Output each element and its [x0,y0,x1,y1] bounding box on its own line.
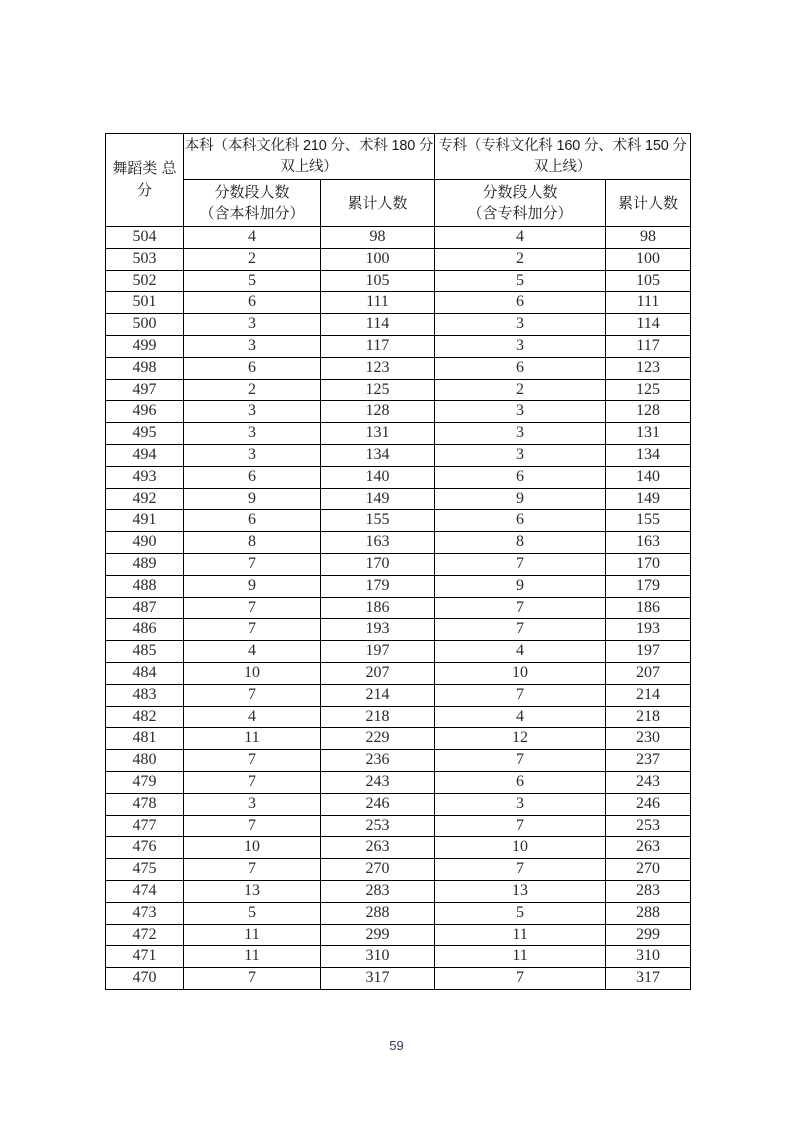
cell-score: 498 [106,357,184,379]
cell-zhuanke-cumulative: 214 [606,684,691,706]
cell-zhuanke-segment-count: 4 [435,227,606,249]
page-number: 59 [389,1038,404,1053]
header-benke-segment-line2: （含本科加分） [199,205,305,222]
header-benke-segment-count [184,180,321,227]
cell-zhuanke-cumulative: 131 [606,423,691,445]
cell-zhuanke-segment-count: 7 [435,619,606,641]
cell-benke-cumulative: 246 [321,793,435,815]
cell-benke-cumulative: 270 [321,859,435,881]
cell-zhuanke-cumulative: 155 [606,510,691,532]
cell-benke-cumulative: 236 [321,750,435,772]
cell-benke-cumulative: 310 [321,946,435,968]
cell-zhuanke-segment-count: 7 [435,968,606,990]
cell-score: 493 [106,466,184,488]
cell-score: 499 [106,335,184,357]
cell-zhuanke-segment-count: 5 [435,902,606,924]
cell-zhuanke-segment-count: 4 [435,641,606,663]
cell-benke-segment-count: 7 [184,597,321,619]
cell-zhuanke-segment-count: 12 [435,728,606,750]
cell-score: 485 [106,641,184,663]
table-row [106,379,691,401]
cell-benke-segment-count: 7 [184,968,321,990]
cell-zhuanke-cumulative: 128 [606,401,691,423]
cell-zhuanke-segment-count: 7 [435,859,606,881]
cell-benke-segment-count: 3 [184,793,321,815]
cell-zhuanke-cumulative: 230 [606,728,691,750]
cell-score: 501 [106,292,184,314]
cell-zhuanke-segment-count: 8 [435,532,606,554]
cell-score: 487 [106,597,184,619]
cell-zhuanke-segment-count: 3 [435,401,606,423]
cell-benke-segment-count: 4 [184,706,321,728]
cell-benke-cumulative: 128 [321,401,435,423]
table-row [106,575,691,597]
cell-score: 495 [106,423,184,445]
cell-zhuanke-segment-count: 3 [435,793,606,815]
cell-benke-cumulative: 179 [321,575,435,597]
cell-benke-cumulative: 253 [321,815,435,837]
cell-zhuanke-cumulative: 317 [606,968,691,990]
cell-zhuanke-segment-count: 2 [435,248,606,270]
cell-zhuanke-cumulative: 263 [606,837,691,859]
table-row [106,662,691,684]
cell-score: 470 [106,968,184,990]
cell-zhuanke-segment-count: 6 [435,771,606,793]
cell-zhuanke-segment-count: 3 [435,335,606,357]
cell-zhuanke-cumulative: 253 [606,815,691,837]
cell-benke-segment-count: 7 [184,859,321,881]
table-body [106,227,691,990]
cell-benke-cumulative: 263 [321,837,435,859]
table-row [106,968,691,990]
table-row [106,946,691,968]
cell-benke-segment-count: 5 [184,270,321,292]
cell-zhuanke-segment-count: 3 [435,314,606,336]
table-row [106,902,691,924]
cell-zhuanke-cumulative: 207 [606,662,691,684]
cell-zhuanke-segment-count: 9 [435,488,606,510]
cell-zhuanke-cumulative: 243 [606,771,691,793]
cell-zhuanke-cumulative: 246 [606,793,691,815]
cell-benke-cumulative: 134 [321,444,435,466]
cell-score: 479 [106,771,184,793]
cell-zhuanke-segment-count: 7 [435,684,606,706]
cell-benke-cumulative: 155 [321,510,435,532]
cell-benke-cumulative: 193 [321,619,435,641]
table-row [106,553,691,575]
cell-score: 500 [106,314,184,336]
cell-zhuanke-segment-count: 10 [435,837,606,859]
cell-score: 497 [106,379,184,401]
table-row [106,488,691,510]
cell-score: 488 [106,575,184,597]
table-row [106,815,691,837]
cell-benke-cumulative: 100 [321,248,435,270]
table-row [106,684,691,706]
cell-benke-cumulative: 229 [321,728,435,750]
cell-zhuanke-segment-count: 9 [435,575,606,597]
cell-benke-cumulative: 131 [321,423,435,445]
cell-score: 490 [106,532,184,554]
cell-benke-segment-count: 4 [184,641,321,663]
cell-benke-cumulative: 197 [321,641,435,663]
table-row [106,510,691,532]
cell-score: 483 [106,684,184,706]
cell-score: 476 [106,837,184,859]
cell-zhuanke-cumulative: 100 [606,248,691,270]
table-row [106,423,691,445]
header-group-zhuanke: 专科（专科文化科 160 分、术科 150 分双上线） [435,134,691,180]
cell-zhuanke-cumulative: 186 [606,597,691,619]
table-row [106,248,691,270]
header-benke-cumulative [321,180,435,227]
cell-score: 494 [106,444,184,466]
cell-score: 474 [106,880,184,902]
cell-benke-cumulative: 114 [321,314,435,336]
cell-zhuanke-segment-count: 3 [435,444,606,466]
cell-score: 496 [106,401,184,423]
cell-score: 491 [106,510,184,532]
cell-benke-segment-count: 6 [184,292,321,314]
cell-score: 486 [106,619,184,641]
cell-score: 480 [106,750,184,772]
cell-benke-segment-count: 3 [184,314,321,336]
cell-score: 471 [106,946,184,968]
cell-score: 489 [106,553,184,575]
cell-benke-segment-count: 10 [184,662,321,684]
table-row [106,880,691,902]
cell-benke-segment-count: 10 [184,837,321,859]
table-row [106,837,691,859]
cell-benke-cumulative: 214 [321,684,435,706]
cell-zhuanke-cumulative: 270 [606,859,691,881]
cell-benke-segment-count: 11 [184,924,321,946]
cell-score: 477 [106,815,184,837]
header-score-column [106,134,184,227]
cell-zhuanke-segment-count: 11 [435,946,606,968]
cell-benke-segment-count: 9 [184,575,321,597]
cell-benke-segment-count: 8 [184,532,321,554]
cell-score: 481 [106,728,184,750]
cell-benke-cumulative: 140 [321,466,435,488]
cell-benke-cumulative: 98 [321,227,435,249]
table-row [106,641,691,663]
cell-zhuanke-cumulative: 218 [606,706,691,728]
table-header-row-sub [106,180,691,227]
table-row [106,335,691,357]
cell-zhuanke-cumulative: 310 [606,946,691,968]
cell-zhuanke-segment-count: 5 [435,270,606,292]
header-zhuanke-cumulative [606,180,691,227]
cell-benke-segment-count: 4 [184,227,321,249]
cell-benke-cumulative: 207 [321,662,435,684]
cell-zhuanke-segment-count: 6 [435,510,606,532]
cell-zhuanke-cumulative: 105 [606,270,691,292]
cell-zhuanke-segment-count: 7 [435,597,606,619]
cell-benke-segment-count: 7 [184,553,321,575]
cell-score: 478 [106,793,184,815]
cell-score: 504 [106,227,184,249]
cell-score: 492 [106,488,184,510]
header-score-line2: 总分 [136,160,177,199]
table-row [106,750,691,772]
table-row [106,270,691,292]
cell-zhuanke-cumulative: 288 [606,902,691,924]
cell-zhuanke-segment-count: 6 [435,466,606,488]
table-row [106,227,691,249]
cell-benke-segment-count: 7 [184,619,321,641]
cell-benke-segment-count: 2 [184,248,321,270]
table-row [106,728,691,750]
cell-zhuanke-cumulative: 170 [606,553,691,575]
table-row [106,619,691,641]
header-zhuanke-segment-line2: （含专科加分） [467,205,573,222]
cell-benke-segment-count: 3 [184,401,321,423]
cell-zhuanke-cumulative: 98 [606,227,691,249]
cell-benke-cumulative: 288 [321,902,435,924]
table-row [106,292,691,314]
cell-zhuanke-cumulative: 193 [606,619,691,641]
cell-benke-segment-count: 13 [184,880,321,902]
cell-zhuanke-cumulative: 117 [606,335,691,357]
cell-zhuanke-segment-count: 7 [435,750,606,772]
cell-zhuanke-segment-count: 6 [435,357,606,379]
table-row [106,706,691,728]
cell-zhuanke-cumulative: 111 [606,292,691,314]
cell-zhuanke-cumulative: 283 [606,880,691,902]
cell-zhuanke-cumulative: 163 [606,532,691,554]
cell-score: 502 [106,270,184,292]
table-row [106,793,691,815]
cell-zhuanke-cumulative: 123 [606,357,691,379]
table-row [106,771,691,793]
cell-score: 484 [106,662,184,684]
header-zhuanke-segment-count [435,180,606,227]
cell-benke-segment-count: 11 [184,946,321,968]
cell-benke-segment-count: 3 [184,444,321,466]
header-benke-segment-line1: 分数段人数 [214,184,290,201]
cell-score: 472 [106,924,184,946]
cell-zhuanke-cumulative: 179 [606,575,691,597]
cell-benke-segment-count: 6 [184,357,321,379]
cell-benke-cumulative: 117 [321,335,435,357]
cell-zhuanke-segment-count: 6 [435,292,606,314]
cell-benke-cumulative: 105 [321,270,435,292]
cell-benke-cumulative: 283 [321,880,435,902]
cell-benke-segment-count: 7 [184,750,321,772]
cell-benke-cumulative: 218 [321,706,435,728]
cell-benke-segment-count: 3 [184,423,321,445]
cell-benke-cumulative: 299 [321,924,435,946]
table-row [106,466,691,488]
cell-score: 482 [106,706,184,728]
cell-zhuanke-cumulative: 140 [606,466,691,488]
cell-benke-segment-count: 7 [184,815,321,837]
table-row [106,924,691,946]
cell-zhuanke-segment-count: 13 [435,880,606,902]
cell-zhuanke-segment-count: 4 [435,706,606,728]
cell-benke-cumulative: 149 [321,488,435,510]
cell-benke-segment-count: 2 [184,379,321,401]
header-group-benke: 本科（本科文化科 210 分、术科 180 分双上线） [184,134,435,180]
cell-zhuanke-cumulative: 125 [606,379,691,401]
header-zhuanke-cumulative-line1: 累计人数 [618,194,679,212]
cell-benke-segment-count: 5 [184,902,321,924]
cell-benke-segment-count: 6 [184,466,321,488]
cell-benke-segment-count: 9 [184,488,321,510]
table-row [106,401,691,423]
cell-zhuanke-cumulative: 114 [606,314,691,336]
cell-benke-cumulative: 125 [321,379,435,401]
cell-score: 473 [106,902,184,924]
table-row [106,597,691,619]
cell-zhuanke-cumulative: 149 [606,488,691,510]
cell-benke-segment-count: 7 [184,771,321,793]
cell-zhuanke-segment-count: 10 [435,662,606,684]
cell-zhuanke-segment-count: 7 [435,815,606,837]
header-zhuanke-segment-line1: 分数段人数 [482,184,558,201]
cell-zhuanke-cumulative: 134 [606,444,691,466]
cell-benke-segment-count: 11 [184,728,321,750]
score-distribution-table [105,133,691,990]
cell-benke-segment-count: 3 [184,335,321,357]
cell-zhuanke-segment-count: 2 [435,379,606,401]
table-row [106,357,691,379]
table-row [106,859,691,881]
cell-benke-cumulative: 317 [321,968,435,990]
cell-zhuanke-cumulative: 237 [606,750,691,772]
cell-benke-segment-count: 6 [184,510,321,532]
cell-zhuanke-cumulative: 299 [606,924,691,946]
cell-benke-cumulative: 163 [321,532,435,554]
header-benke-cumulative-line1: 累计人数 [347,194,408,212]
table-header [106,134,691,227]
cell-zhuanke-cumulative: 197 [606,641,691,663]
cell-score: 503 [106,248,184,270]
cell-benke-segment-count: 7 [184,684,321,706]
cell-benke-cumulative: 123 [321,357,435,379]
table-row [106,314,691,336]
cell-score: 475 [106,859,184,881]
cell-zhuanke-segment-count: 7 [435,553,606,575]
cell-benke-cumulative: 186 [321,597,435,619]
header-score-line1: 舞蹈类 [112,160,158,177]
cell-benke-cumulative: 243 [321,771,435,793]
cell-benke-cumulative: 111 [321,292,435,314]
cell-zhuanke-segment-count: 3 [435,423,606,445]
cell-zhuanke-segment-count: 11 [435,924,606,946]
table-row [106,444,691,466]
cell-benke-cumulative: 170 [321,553,435,575]
table-header-row-group [106,134,691,180]
table-row [106,532,691,554]
